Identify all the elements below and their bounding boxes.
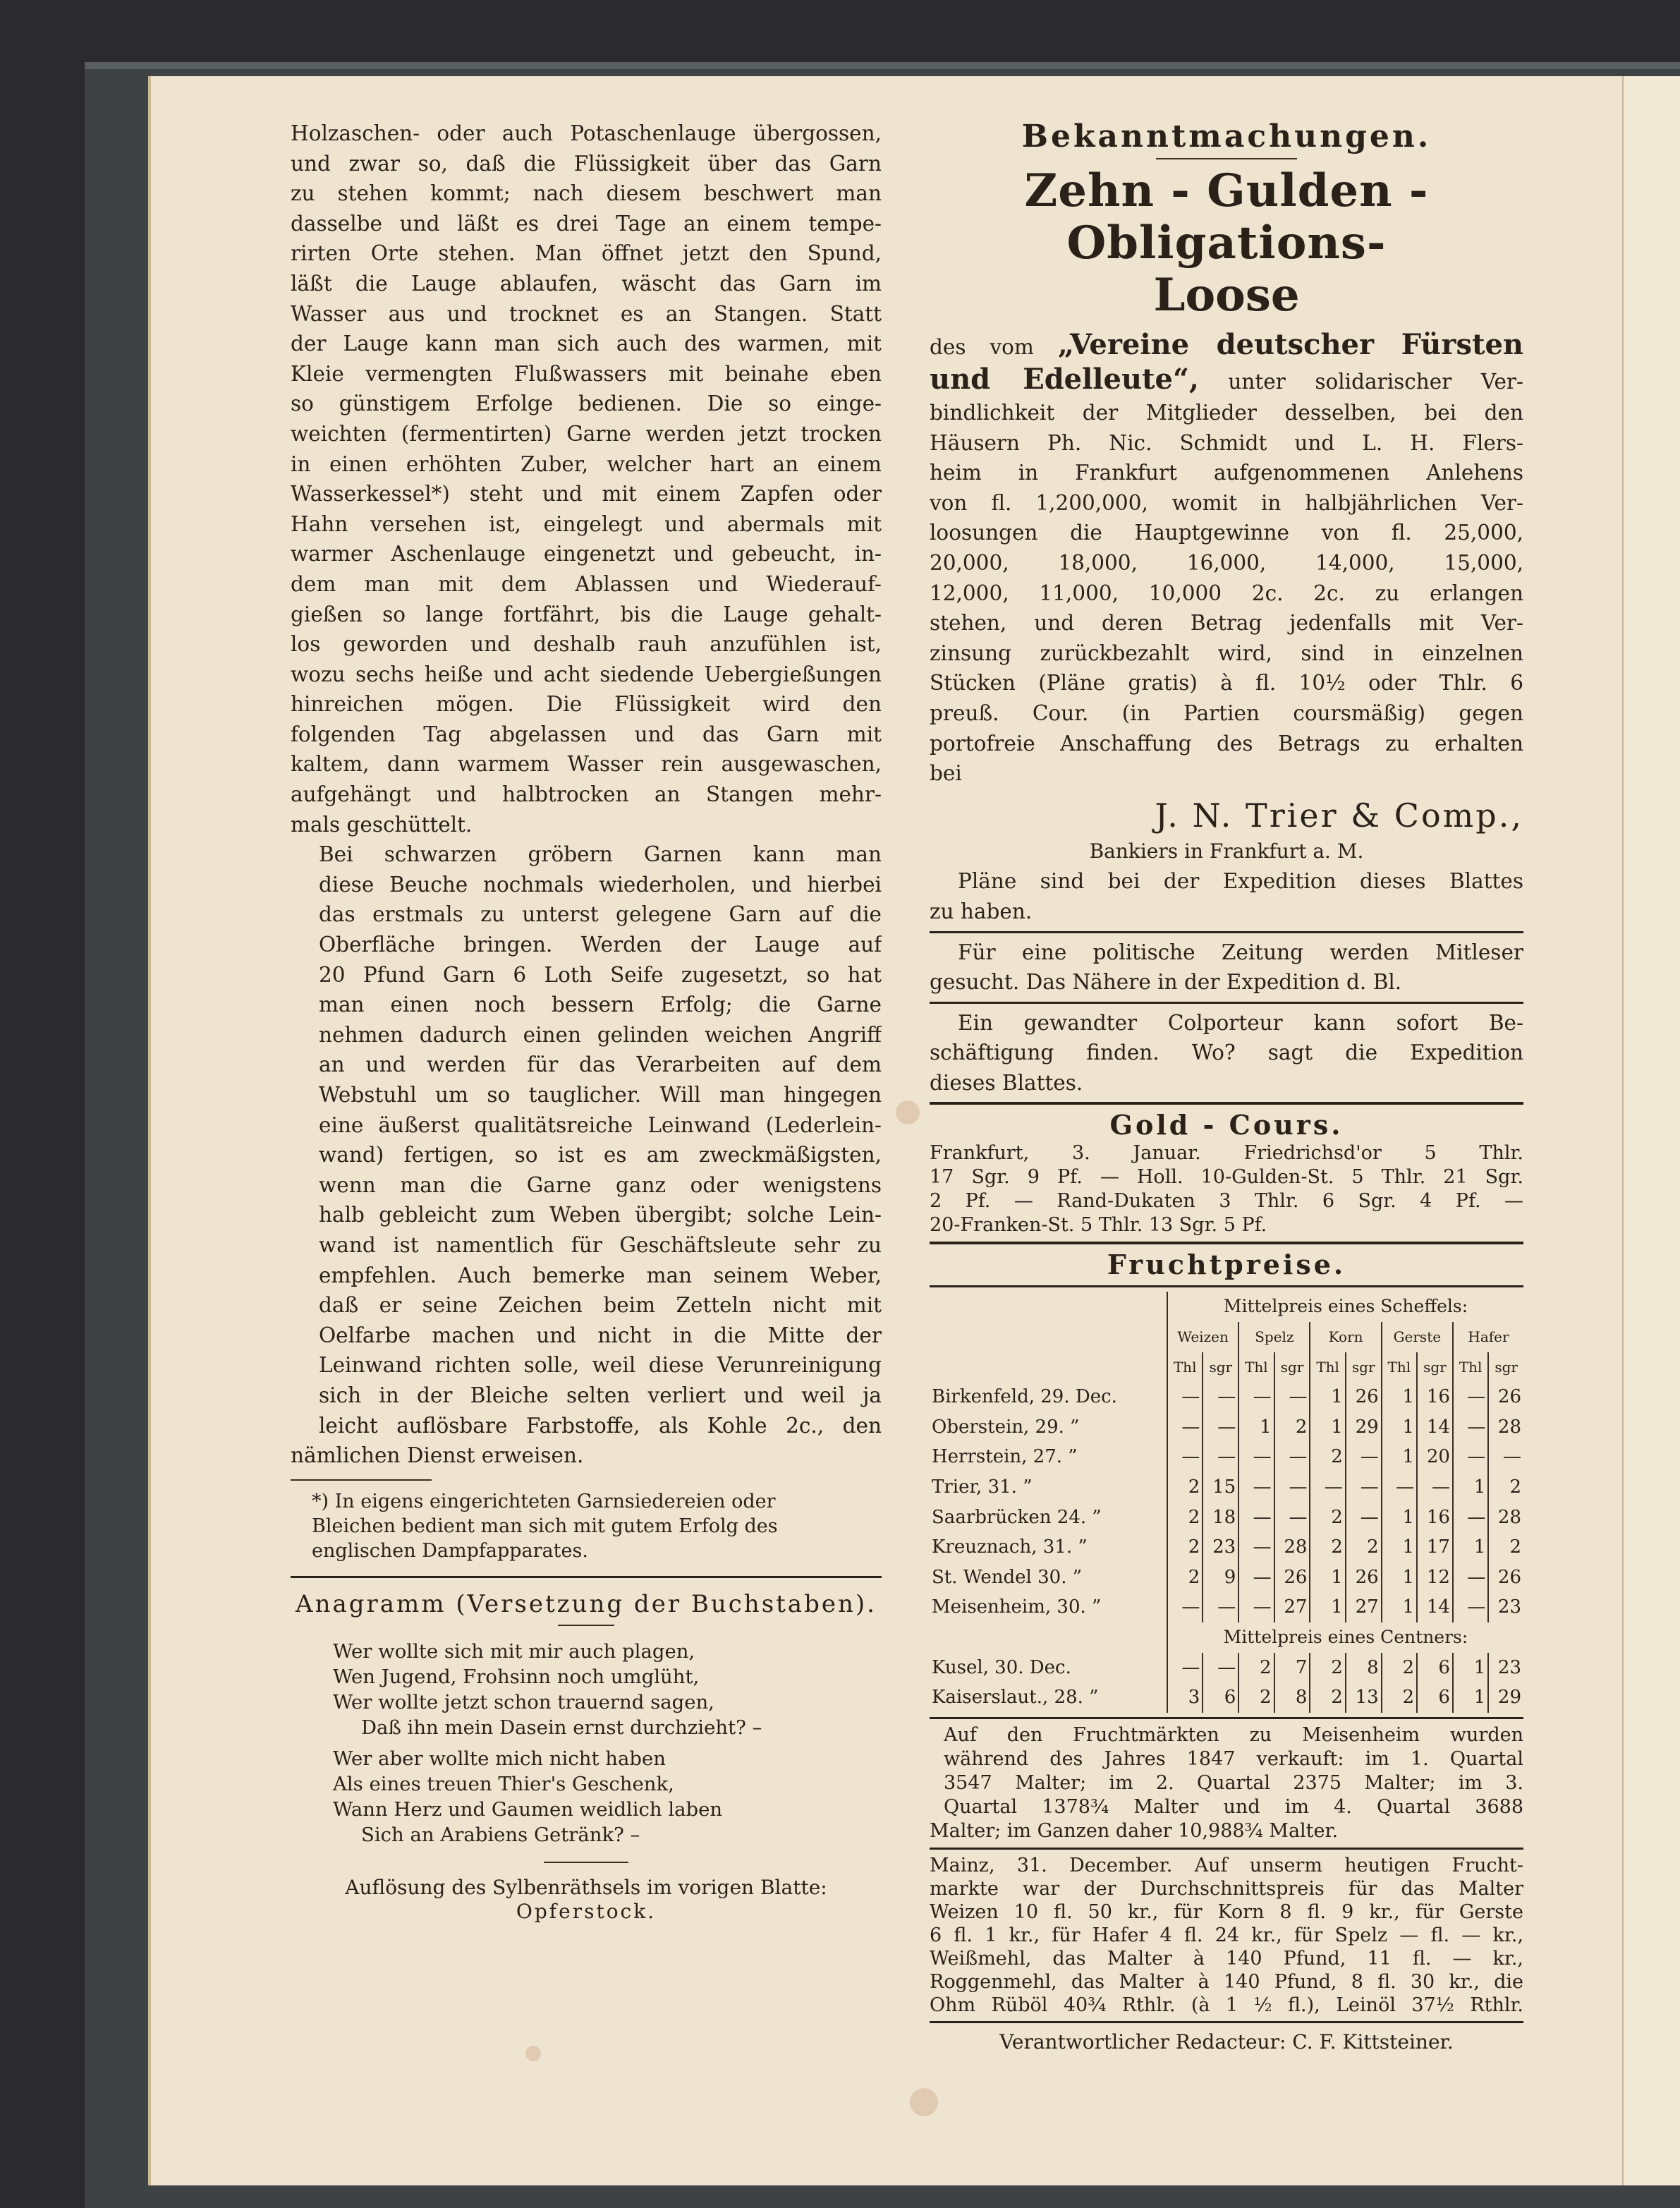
text-line: Ein gewandter Colporteur kann sofort Be- bbox=[958, 1010, 1523, 1035]
column-header: Mittelpreis eines Scheffels: bbox=[1167, 1292, 1523, 1322]
price-cell: — bbox=[1310, 1472, 1345, 1503]
text-line: 3547 Malter; im 2. Quartal 2375 Malter; im 3. bbox=[944, 1771, 1523, 1794]
price-cell: — bbox=[1488, 1442, 1523, 1472]
solution-divider bbox=[544, 1862, 628, 1863]
price-cell: 1 bbox=[1382, 1442, 1417, 1472]
gold-title: Gold - Cours. bbox=[1109, 1109, 1344, 1141]
text-line: an und werden für das Verarbeiten auf dem bbox=[319, 1053, 882, 1077]
unit-column-header: Thl bbox=[1382, 1352, 1417, 1383]
paper-stain bbox=[525, 2046, 541, 2061]
price-cell: 28 bbox=[1274, 1532, 1310, 1563]
place-cell: Birkenfeld, 29. Dec. bbox=[932, 1386, 1117, 1408]
price-cell: — bbox=[1238, 1442, 1274, 1472]
price-cell: 23 bbox=[1488, 1653, 1523, 1683]
text-line: mals geschüttelt. bbox=[291, 812, 473, 837]
price-cell: 14 bbox=[1417, 1592, 1453, 1622]
column-header: Mittelpreis eines Centners: bbox=[1167, 1622, 1523, 1653]
place-cell: Kusel, 30. Dec. bbox=[932, 1656, 1071, 1678]
ad-divider bbox=[930, 931, 1523, 933]
price-cell: 6 bbox=[1417, 1682, 1453, 1713]
price-cell: 8 bbox=[1274, 1682, 1310, 1713]
text-line: der Lauge kann man sich auch des warmen, mit bbox=[291, 332, 882, 356]
price-cell: 2 bbox=[1167, 1503, 1203, 1533]
price-cell: — bbox=[1238, 1503, 1274, 1533]
price-cell: — bbox=[1274, 1503, 1310, 1533]
text-line: diese Beuche nochmals wiederholen, und hierbei bbox=[319, 872, 882, 897]
price-cell: 1 bbox=[1382, 1532, 1417, 1563]
text-line: zu haben. bbox=[930, 899, 1033, 923]
grain-column-header: Weizen bbox=[1167, 1322, 1238, 1352]
price-cell: — bbox=[1453, 1592, 1488, 1622]
text-line: schäftigung finden. Wo? sagt die Expedition bbox=[930, 1041, 1523, 1065]
text-line: kaltem, dann warmem Wasser rein ausgewaschen, bbox=[291, 752, 882, 777]
text-line: wozu sechs heiße und acht siedende Uebergießungen bbox=[291, 662, 882, 686]
text-line: Weißmehl, das Malter à 140 Pfund, 11 fl. — kr., bbox=[930, 1947, 1523, 1970]
price-cell: — bbox=[1453, 1382, 1488, 1412]
price-cell: — bbox=[1238, 1382, 1274, 1412]
price-cell: 1 bbox=[1382, 1592, 1417, 1622]
mainz-report bbox=[930, 1854, 1523, 2017]
paper-stain bbox=[896, 1100, 920, 1124]
text-line: folgenden Tag abgelassen und das Garn mit bbox=[291, 722, 882, 746]
place-cell: Herrstein, 27. ” bbox=[932, 1446, 1078, 1468]
text-line: Pläne sind bei der Expedition dieses Blattes bbox=[958, 869, 1523, 894]
section-divider bbox=[291, 1576, 882, 1578]
unit-column-header: Thl bbox=[1167, 1352, 1203, 1383]
text-line: portofreie Anschaffung des Betrags zu erhalten bbox=[930, 731, 1523, 756]
firm-subtitle: Bankiers in Frankfurt a. M. bbox=[1089, 839, 1364, 863]
price-cell: 2 bbox=[1310, 1503, 1345, 1533]
unit-column-header: sgr bbox=[1417, 1352, 1453, 1383]
text-line: leicht auflösbare Farbstoffe, als Kohle 2c., den bbox=[319, 1413, 882, 1438]
price-cell: 12 bbox=[1417, 1563, 1453, 1593]
text-line: während des Jahres 1847 verkauft: im 1. Quartal bbox=[944, 1747, 1523, 1770]
text-line: Für eine politische Zeitung werden Mitleser bbox=[958, 940, 1523, 964]
place-cell: Meisenheim, 30. ” bbox=[932, 1596, 1102, 1618]
price-cell: 28 bbox=[1488, 1503, 1523, 1533]
price-cell: 26 bbox=[1346, 1382, 1382, 1412]
text-line: dasselbe und läßt es drei Tage an einem tempe- bbox=[291, 211, 882, 236]
unit-column-header: sgr bbox=[1203, 1352, 1238, 1383]
price-cell: — bbox=[1453, 1412, 1488, 1443]
anagram-title: Anagramm (Versetzung der Buchstaben). bbox=[296, 1589, 877, 1618]
table-row bbox=[930, 1532, 1523, 1563]
solution-answer: Opferstock. bbox=[516, 1900, 657, 1924]
price-cell: 17 bbox=[1417, 1532, 1453, 1563]
price-cell: — bbox=[1346, 1442, 1382, 1472]
gold-rates bbox=[930, 1141, 1523, 1213]
price-cell: 2 bbox=[1488, 1472, 1523, 1503]
table-row bbox=[930, 1503, 1523, 1533]
unit-column-header: Thl bbox=[1453, 1352, 1488, 1383]
text-line: Ohm Rüböl 40¾ Rthlr. (à 1 ½ fl.), Leinöl 37½ Rthlr. bbox=[930, 1994, 1523, 2016]
ad-body bbox=[930, 398, 1523, 758]
table-row bbox=[930, 1592, 1523, 1622]
price-cell: — bbox=[1274, 1442, 1310, 1472]
price-cell: — bbox=[1453, 1503, 1488, 1533]
text-line: Frankfurt, 3. Januar. Friedrichsd'or 5 Thlr. bbox=[930, 1142, 1523, 1165]
grain-column-header: Hafer bbox=[1453, 1322, 1523, 1352]
text-line: empfehlen. Auch bemerke man seinem Weber, bbox=[319, 1263, 882, 1287]
text-line: preuß. Cour. (in Partien coursmäßig) gegen bbox=[930, 700, 1523, 725]
poem-line: Wen Jugend, Frohsinn noch umglüht, bbox=[333, 1666, 700, 1689]
price-cell: 14 bbox=[1417, 1412, 1453, 1443]
paper-stain bbox=[910, 2088, 938, 2116]
price-cell: 20 bbox=[1417, 1442, 1453, 1472]
price-cell: 1 bbox=[1238, 1412, 1274, 1443]
price-cell: 18 bbox=[1203, 1503, 1238, 1533]
price-cell: — bbox=[1203, 1653, 1238, 1683]
ad-line: des vom „Vereine deutscher Fürsten bbox=[930, 329, 1523, 361]
poem-line: Wer wollte jetzt schon trauernd sagen, bbox=[333, 1691, 714, 1714]
poem-line: Sich an Arabiens Getränk? – bbox=[361, 1824, 640, 1847]
table-row bbox=[930, 1442, 1523, 1472]
text-line: englischen Dampfapparates. bbox=[312, 1539, 588, 1562]
text-line: Holzaschen- oder auch Potaschenlauge übergossen, bbox=[291, 121, 882, 145]
text-line: zu stehen kommt; nach diesem beschwert man bbox=[291, 181, 882, 206]
text-line: rirten Orte stehen. Man öffnet jetzt den Spund, bbox=[291, 241, 882, 266]
price-cell: — bbox=[1167, 1382, 1203, 1412]
price-cell: 27 bbox=[1274, 1592, 1310, 1622]
section-divider bbox=[930, 1848, 1523, 1850]
title-underline bbox=[1156, 158, 1297, 159]
text-line: nämlichen Dienst erweisen. bbox=[291, 1443, 584, 1468]
header-spacer bbox=[930, 1322, 1167, 1352]
ad-line: und Edelleute“, unter solidarischer Ver- bbox=[930, 363, 1523, 396]
place-cell: St. Wendel 30. ” bbox=[932, 1566, 1083, 1588]
price-cell: 1 bbox=[1310, 1592, 1345, 1622]
text-line: stehen, und deren Betrag jedenfalls mit Ver- bbox=[930, 611, 1523, 636]
text-line: bindlichkeit der Mitglieder desselben, bei den bbox=[930, 401, 1523, 425]
text-line: Bei schwarzen gröbern Garnen kann man bbox=[319, 842, 882, 867]
price-cell: — bbox=[1203, 1412, 1238, 1443]
text-line: Kleie vermengten Flußwassers mit beinahe eben bbox=[291, 361, 882, 386]
price-cell: 1 bbox=[1310, 1412, 1345, 1443]
text-line: aufgehängt und halbtrocken an Stangen mehr- bbox=[291, 782, 882, 807]
text-line: 2 Pf. — Rand-Dukaten 3 Thlr. 6 Sgr. 4 Pf. — bbox=[930, 1190, 1523, 1213]
text-line: bei bbox=[930, 761, 962, 786]
price-cell: — bbox=[1453, 1563, 1488, 1593]
left-column bbox=[291, 119, 882, 1924]
price-cell: 23 bbox=[1203, 1532, 1238, 1563]
price-cell: 13 bbox=[1346, 1682, 1382, 1713]
unit-column-header: sgr bbox=[1346, 1352, 1382, 1383]
text-line: weichten (fermentirten) Garne werden jetzt trocken bbox=[291, 421, 882, 446]
text-line: heim in Frankfurt aufgenommenen Anlehens bbox=[930, 461, 1523, 485]
price-cell: 1 bbox=[1310, 1563, 1345, 1593]
price-cell: 2 bbox=[1488, 1532, 1523, 1563]
text-line: läßt die Lauge ablaufen, wäscht das Garn im bbox=[291, 271, 882, 296]
text-line: wand) fertigen, so ist es am zweckmäßigsten, bbox=[319, 1143, 882, 1167]
text-line: Bleichen bedient man sich mit gutem Erfolg des bbox=[312, 1515, 778, 1537]
table-header-row bbox=[930, 1322, 1523, 1352]
text-line: sich in der Bleiche selten verliert und weil ja bbox=[319, 1383, 882, 1407]
price-cell: 1 bbox=[1453, 1532, 1488, 1563]
price-cell: 6 bbox=[1417, 1653, 1453, 1683]
table-header-row bbox=[930, 1352, 1523, 1383]
price-cell: 15 bbox=[1203, 1472, 1238, 1503]
header-spacer bbox=[930, 1352, 1167, 1383]
price-cell: 2 bbox=[1310, 1653, 1345, 1683]
price-cell: 2 bbox=[1238, 1653, 1274, 1683]
price-cell: — bbox=[1167, 1653, 1203, 1683]
text-line: hinreichen mögen. Die Flüssigkeit wird den bbox=[291, 692, 882, 717]
price-cell: 2 bbox=[1167, 1472, 1203, 1503]
price-cell: 2 bbox=[1167, 1532, 1203, 1563]
table-row bbox=[930, 1563, 1523, 1593]
text-line: markte war der Durchschnittspreis für das Malter bbox=[930, 1877, 1523, 1900]
text-line: Wasser aus und trocknet es an Stangen. Statt bbox=[291, 301, 882, 326]
text-line: von fl. 1,200,000, womit in halbjährlichen Ver- bbox=[930, 490, 1523, 515]
poem-line: Daß ihn mein Dasein ernst durchzieht? – bbox=[361, 1716, 762, 1740]
price-cell: — bbox=[1167, 1442, 1203, 1472]
text-line: nehmen dadurch einen gelinden weichen Angriff bbox=[319, 1022, 882, 1047]
price-cell: — bbox=[1238, 1472, 1274, 1503]
text-line: eine äußerst qualitätsreiche Leinwand (Lederlein- bbox=[319, 1112, 882, 1137]
price-cell: — bbox=[1203, 1382, 1238, 1412]
text-line: wand ist namentlich für Geschäftsleute sehr zu bbox=[319, 1232, 882, 1257]
price-cell: 1 bbox=[1382, 1503, 1417, 1533]
price-cell: 29 bbox=[1488, 1682, 1523, 1713]
price-cell: 2 bbox=[1310, 1442, 1345, 1472]
text-line: Oberfläche bringen. Werden der Lauge auf bbox=[319, 933, 882, 957]
price-cell: 2 bbox=[1167, 1563, 1203, 1593]
place-cell: Trier, 31. ” bbox=[932, 1476, 1033, 1498]
price-cell: — bbox=[1203, 1592, 1238, 1622]
text-line: gießen so lange fortfährt, bis die Lauge gehalt- bbox=[291, 602, 882, 626]
price-cell: 1 bbox=[1453, 1653, 1488, 1683]
text-line: Auf den Fruchtmärkten zu Meisenheim wurden bbox=[944, 1723, 1523, 1746]
text-line: Stücken (Pläne gratis) à fl. 10½ oder Thlr. 6 bbox=[930, 671, 1523, 696]
price-cell: — bbox=[1346, 1503, 1382, 1533]
price-cell: — bbox=[1274, 1382, 1310, 1412]
price-cell: 28 bbox=[1488, 1412, 1523, 1443]
text-line: Wasserkessel*) steht und mit einem Zapfen oder bbox=[291, 482, 882, 506]
text-line: Roggenmehl, das Malter à 140 Pfund, 8 fl. 30 kr., die bbox=[930, 1970, 1523, 1993]
price-cell: — bbox=[1346, 1472, 1382, 1503]
grain-column-header: Gerste bbox=[1382, 1322, 1453, 1352]
text-line: dem man mit dem Ablassen und Wiederauf- bbox=[291, 571, 882, 596]
text-line: Webstuhl um so tauglicher. Will man hingegen bbox=[319, 1083, 882, 1107]
price-cell: — bbox=[1417, 1472, 1453, 1503]
article-paragraph-2 bbox=[291, 839, 882, 1440]
text-line: dieses Blattes. bbox=[930, 1070, 1083, 1095]
text-line: warmer Aschenlauge eingenetzt und gebeucht, in- bbox=[291, 542, 882, 566]
anagram-poem bbox=[291, 1639, 882, 1848]
grain-column-header: Spelz bbox=[1238, 1322, 1310, 1352]
ad-title: Zehn - Gulden - Obligations- bbox=[1024, 164, 1429, 269]
text-line: Mainz, 31. December. Auf unserm heutigen Frucht- bbox=[930, 1854, 1523, 1876]
article-paragraph-1 bbox=[291, 119, 882, 810]
price-cell: — bbox=[1382, 1472, 1417, 1503]
text-line: man einen noch bessern Erfolg; die Garne bbox=[319, 993, 882, 1017]
text-line: Malter; im Ganzen daher 10,988¾ Malter. bbox=[930, 1819, 1339, 1842]
price-cell: 26 bbox=[1488, 1563, 1523, 1593]
price-cell: 1 bbox=[1382, 1412, 1417, 1443]
place-cell: Kreuznach, 31. ” bbox=[932, 1536, 1088, 1558]
price-cell: 3 bbox=[1167, 1682, 1203, 1713]
price-cell: 2 bbox=[1382, 1653, 1417, 1683]
next-page-edge bbox=[1622, 76, 1680, 2185]
unit-column-header: Thl bbox=[1238, 1352, 1274, 1383]
place-cell: Saarbrücken 24. ” bbox=[932, 1506, 1102, 1528]
price-cell: 27 bbox=[1346, 1592, 1382, 1622]
ad-divider bbox=[930, 1102, 1523, 1105]
price-cell: 8 bbox=[1346, 1653, 1382, 1683]
prices-title: Fruchtpreise. bbox=[1107, 1249, 1346, 1281]
title-underline bbox=[558, 1625, 614, 1626]
poem-line: Wer aber wollte mich nicht haben bbox=[333, 1747, 666, 1771]
price-cell: 1 bbox=[1310, 1382, 1345, 1412]
text-line: Quartal 1378¾ Malter und im 4. Quartal 3688 bbox=[944, 1795, 1523, 1818]
price-cell: 26 bbox=[1346, 1563, 1382, 1593]
price-cell: — bbox=[1238, 1563, 1274, 1593]
unit-column-header: sgr bbox=[1274, 1352, 1310, 1383]
price-cell: 7 bbox=[1274, 1653, 1310, 1683]
place-cell: Kaiserslaut., 28. ” bbox=[932, 1687, 1099, 1709]
poem-line: Als eines treuen Thier's Geschenk, bbox=[333, 1773, 674, 1796]
price-cell: 16 bbox=[1417, 1382, 1453, 1412]
price-cell: 2 bbox=[1274, 1412, 1310, 1443]
price-cell: 29 bbox=[1346, 1412, 1382, 1443]
ad-divider bbox=[930, 1002, 1523, 1004]
text-line: 20 Pfund Garn 6 Loth Seife zugesetzt, so hat bbox=[319, 962, 882, 987]
section-divider bbox=[930, 1242, 1523, 1244]
ad-title-2: Loose bbox=[1153, 269, 1300, 322]
poem-line: Wann Herz und Gaumen weidlich laben bbox=[333, 1798, 723, 1821]
unit-column-header: Thl bbox=[1310, 1352, 1345, 1383]
text-line: Häusern Ph. Nic. Schmidt und L. H. Flers- bbox=[930, 430, 1523, 455]
price-cell: 2 bbox=[1310, 1682, 1345, 1713]
text-line: 20,000, 18,000, 16,000, 14,000, 15,000, bbox=[930, 550, 1523, 575]
editor-line: Verantwortlicher Redacteur: C. F. Kittsteiner. bbox=[999, 2030, 1454, 2054]
text-line: Weizen 10 fl. 50 kr., für Korn 8 fl. 9 kr., für Gerste bbox=[930, 1900, 1523, 1923]
price-cell: — bbox=[1167, 1592, 1203, 1622]
section-divider bbox=[930, 1285, 1523, 1287]
table-row bbox=[930, 1682, 1523, 1713]
price-cell: 1 bbox=[1382, 1382, 1417, 1412]
text-line: zinsung zurückbezahlt wird, sind in einzelnen bbox=[930, 641, 1523, 665]
footnote bbox=[291, 1489, 882, 1563]
section-divider bbox=[930, 2021, 1523, 2023]
price-cell: 23 bbox=[1488, 1592, 1523, 1622]
table-header-row bbox=[930, 1292, 1523, 1322]
price-table bbox=[930, 1292, 1523, 1712]
price-cell: — bbox=[1167, 1412, 1203, 1443]
text-line: *) In eigens eingerichteten Garnsiedereien oder bbox=[312, 1490, 776, 1512]
text-line: so günstigem Erfolge bedienen. Die so einge- bbox=[291, 392, 882, 416]
text-line: in einen erhöhten Zuber, welcher hart an einem bbox=[291, 451, 882, 476]
firm-name: J. N. Trier & Comp., bbox=[1155, 796, 1523, 835]
text-line: 12,000, 11,000, 10,000 2c. 2c. zu erlangen bbox=[930, 581, 1523, 605]
price-cell: 26 bbox=[1274, 1563, 1310, 1593]
table-row bbox=[930, 1653, 1523, 1683]
price-cell: 26 bbox=[1488, 1382, 1523, 1412]
price-cell: — bbox=[1453, 1442, 1488, 1472]
solution-line: Auflösung des Sylbenräthsels im vorigen Blatte: bbox=[345, 1876, 827, 1900]
price-cell: 2 bbox=[1238, 1682, 1274, 1713]
text-line: halb gebleicht zum Weben übergibt; solche Lein- bbox=[319, 1203, 882, 1227]
price-cell: — bbox=[1274, 1472, 1310, 1503]
text-line: wenn man die Garne ganz oder wenigstens bbox=[319, 1172, 882, 1197]
price-cell: 2 bbox=[1382, 1682, 1417, 1713]
table-row bbox=[930, 1472, 1523, 1503]
grain-column-header: Korn bbox=[1310, 1322, 1381, 1352]
footnote-divider bbox=[291, 1479, 432, 1481]
text-line: los geworden und deshalb rauh anzufühlen ist, bbox=[291, 632, 882, 657]
price-cell: 1 bbox=[1453, 1472, 1488, 1503]
price-cell: 1 bbox=[1382, 1563, 1417, 1593]
section-divider bbox=[930, 1717, 1523, 1719]
text-line: 17 Sgr. 9 Pf. — Holl. 10-Gulden-St. 5 Thlr. 21 Sgr. bbox=[930, 1166, 1523, 1189]
text-line: das erstmals zu unterst gelegene Garn auf die bbox=[319, 902, 882, 927]
unit-column-header: sgr bbox=[1488, 1352, 1523, 1383]
price-cell: 2 bbox=[1346, 1532, 1382, 1563]
price-cell: — bbox=[1238, 1532, 1274, 1563]
price-cell: 9 bbox=[1203, 1563, 1238, 1593]
table-header-row bbox=[930, 1622, 1523, 1653]
table-row bbox=[930, 1412, 1523, 1443]
text-line: Hahn versehen ist, eingelegt und abermals mit bbox=[291, 511, 882, 536]
text-line: 20-Franken-St. 5 Thlr. 13 Sgr. 5 Pf. bbox=[930, 1214, 1267, 1237]
text-line: daß er seine Zeichen beim Zetteln nicht mit bbox=[319, 1293, 882, 1318]
poem-line: Wer wollte sich mit mir auch plagen, bbox=[333, 1640, 695, 1663]
header-spacer bbox=[930, 1622, 1167, 1653]
price-cell: 2 bbox=[1310, 1532, 1345, 1563]
place-cell: Oberstein, 29. ” bbox=[932, 1416, 1080, 1438]
price-cell: — bbox=[1203, 1442, 1238, 1472]
price-cell: 6 bbox=[1203, 1682, 1238, 1713]
price-cell: 16 bbox=[1417, 1503, 1453, 1533]
right-column bbox=[930, 119, 1523, 2057]
section-title: Bekanntmachungen. bbox=[1021, 119, 1432, 154]
table-row bbox=[930, 1382, 1523, 1412]
text-line: loosungen die Hauptgewinne von fl. 25,000, bbox=[930, 521, 1523, 545]
text-line: Leinwand richten solle, weil diese Verunreinigung bbox=[319, 1353, 882, 1378]
text-line: und zwar so, daß die Flüssigkeit über das Garn bbox=[291, 151, 882, 176]
price-cell: 1 bbox=[1453, 1682, 1488, 1713]
text-line: Oelfarbe machen und nicht in die Mitte der bbox=[319, 1323, 882, 1347]
text-line: gesucht. Das Nähere in der Expedition d. Bl. bbox=[930, 970, 1402, 995]
price-cell: — bbox=[1238, 1592, 1274, 1622]
text-line: 6 fl. 1 kr., für Hafer 4 fl. 24 kr., für Spelz — fl. — kr., bbox=[930, 1924, 1523, 1946]
market-report bbox=[930, 1723, 1523, 1819]
